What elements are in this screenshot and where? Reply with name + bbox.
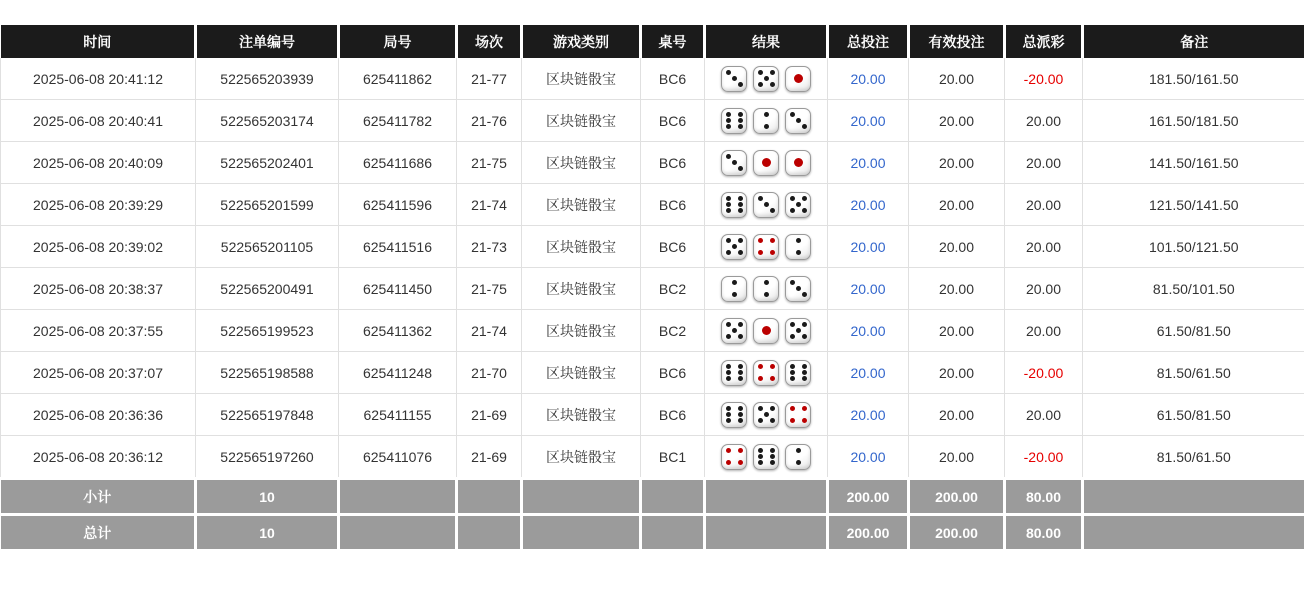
- footer-label-cell: 总计: [1, 515, 196, 550]
- table-row: [1, 394, 1304, 436]
- total-bet-link[interactable]: 20.00: [850, 155, 885, 171]
- die-icon-1: [753, 318, 779, 344]
- payout-cell: 20.00: [1005, 226, 1083, 268]
- die-icon-5: [785, 318, 811, 344]
- die-icon-4: [753, 234, 779, 260]
- valid-bet-cell: 20.00: [909, 436, 1005, 479]
- session-cell: 21-77: [457, 58, 522, 100]
- game-type-cell: 区块链骰宝: [522, 142, 641, 184]
- payout-cell: -20.00: [1005, 436, 1083, 479]
- dice-result: [705, 276, 827, 302]
- session-cell: 21-76: [457, 100, 522, 142]
- remark-cell: 61.50/81.50: [1083, 310, 1304, 352]
- total-bet-link[interactable]: 20.00: [850, 365, 885, 381]
- round-no-cell: 625411248: [339, 352, 457, 394]
- game-type-cell: 区块链骰宝: [522, 394, 641, 436]
- time-cell: 2025-06-08 20:39:29: [1, 184, 196, 226]
- valid-bet-cell: 20.00: [909, 100, 1005, 142]
- footer-count-cell: 10: [196, 515, 339, 550]
- bet-no-cell: 522565203174: [196, 100, 339, 142]
- table-row: [1, 268, 1304, 310]
- die-icon-3: [753, 192, 779, 218]
- remark-cell: 141.50/161.50: [1083, 142, 1304, 184]
- payout-cell: 20.00: [1005, 100, 1083, 142]
- table-row: [1, 226, 1304, 268]
- die-icon-6: [721, 108, 747, 134]
- col-header-time: 时间: [1, 25, 196, 58]
- bet-no-cell: 522565197260: [196, 436, 339, 479]
- col-header-table-no: 桌号: [641, 25, 705, 58]
- dice-result: [705, 360, 827, 386]
- table-footer: [1, 479, 1304, 550]
- session-cell: 21-69: [457, 436, 522, 479]
- table-no-cell: BC6: [641, 100, 705, 142]
- table-no-cell: BC2: [641, 310, 705, 352]
- payout-cell: 20.00: [1005, 268, 1083, 310]
- dice-result: [705, 192, 827, 218]
- result-cell: [705, 436, 828, 479]
- total-bet-cell: [828, 310, 909, 352]
- total-bet-cell: [828, 226, 909, 268]
- time-cell: 2025-06-08 20:36:12: [1, 436, 196, 479]
- table-header: [1, 25, 1304, 58]
- round-no-cell: 625411686: [339, 142, 457, 184]
- round-no-cell: 625411516: [339, 226, 457, 268]
- session-cell: 21-75: [457, 268, 522, 310]
- dice-result: [705, 444, 827, 470]
- footer-label-cell: 小计: [1, 479, 196, 515]
- footer-valid-bet-cell: 200.00: [909, 479, 1005, 515]
- dice-result: [705, 108, 827, 134]
- dice-result: [705, 402, 827, 428]
- footer-remark-cell: [1083, 515, 1304, 550]
- table-row: [1, 436, 1304, 479]
- round-no-cell: 625411596: [339, 184, 457, 226]
- footer-session-cell: [457, 479, 522, 515]
- subtotal-row: [1, 479, 1304, 515]
- bet-no-cell: 522565202401: [196, 142, 339, 184]
- remark-cell: 181.50/161.50: [1083, 58, 1304, 100]
- round-no-cell: 625411362: [339, 310, 457, 352]
- footer-game-type-cell: [522, 479, 641, 515]
- bet-records-table: [0, 25, 1304, 549]
- valid-bet-cell: 20.00: [909, 268, 1005, 310]
- total-bet-cell: [828, 352, 909, 394]
- session-cell: 21-69: [457, 394, 522, 436]
- payout-cell: -20.00: [1005, 58, 1083, 100]
- footer-total-bet-cell: 200.00: [828, 479, 909, 515]
- table-no-cell: BC6: [641, 142, 705, 184]
- footer-round-no-cell: [339, 515, 457, 550]
- table-row: [1, 142, 1304, 184]
- footer-result-cell: [705, 515, 828, 550]
- round-no-cell: 625411782: [339, 100, 457, 142]
- footer-valid-bet-cell: 200.00: [909, 515, 1005, 550]
- table-no-cell: BC2: [641, 268, 705, 310]
- remark-cell: 81.50/61.50: [1083, 352, 1304, 394]
- table-row: [1, 184, 1304, 226]
- valid-bet-cell: 20.00: [909, 310, 1005, 352]
- time-cell: 2025-06-08 20:41:12: [1, 58, 196, 100]
- die-icon-6: [785, 360, 811, 386]
- game-type-cell: 区块链骰宝: [522, 58, 641, 100]
- dice-result: [705, 150, 827, 176]
- die-icon-4: [721, 444, 747, 470]
- header-row: [1, 25, 1304, 58]
- col-header-bet-no: 注单编号: [196, 25, 339, 58]
- valid-bet-cell: 20.00: [909, 352, 1005, 394]
- total-bet-link[interactable]: 20.00: [850, 71, 885, 87]
- total-bet-cell: [828, 184, 909, 226]
- valid-bet-cell: 20.00: [909, 394, 1005, 436]
- footer-result-cell: [705, 479, 828, 515]
- table-no-cell: BC6: [641, 394, 705, 436]
- remark-cell: 81.50/101.50: [1083, 268, 1304, 310]
- payout-cell: 20.00: [1005, 310, 1083, 352]
- bet-no-cell: 522565197848: [196, 394, 339, 436]
- total-bet-link[interactable]: 20.00: [850, 323, 885, 339]
- result-cell: [705, 310, 828, 352]
- die-icon-2: [785, 234, 811, 260]
- die-icon-2: [785, 444, 811, 470]
- col-header-total-bet: 总投注: [828, 25, 909, 58]
- game-type-cell: 区块链骰宝: [522, 352, 641, 394]
- round-no-cell: 625411076: [339, 436, 457, 479]
- game-type-cell: 区块链骰宝: [522, 100, 641, 142]
- round-no-cell: 625411862: [339, 58, 457, 100]
- footer-payout-cell: 80.00: [1005, 515, 1083, 550]
- col-header-remark: 备注: [1083, 25, 1304, 58]
- footer-round-no-cell: [339, 479, 457, 515]
- die-icon-2: [753, 108, 779, 134]
- payout-cell: -20.00: [1005, 352, 1083, 394]
- valid-bet-cell: 20.00: [909, 142, 1005, 184]
- table-row: [1, 100, 1304, 142]
- bet-no-cell: 522565201105: [196, 226, 339, 268]
- total-bet-cell: [828, 436, 909, 479]
- die-icon-5: [721, 234, 747, 260]
- table-row: [1, 58, 1304, 100]
- total-bet-link[interactable]: 20.00: [850, 449, 885, 465]
- bet-no-cell: 522565200491: [196, 268, 339, 310]
- game-type-cell: 区块链骰宝: [522, 268, 641, 310]
- bet-no-cell: 522565198588: [196, 352, 339, 394]
- col-header-round-no: 局号: [339, 25, 457, 58]
- footer-session-cell: [457, 515, 522, 550]
- game-type-cell: 区块链骰宝: [522, 226, 641, 268]
- table-no-cell: BC1: [641, 436, 705, 479]
- col-header-game-type: 游戏类别: [522, 25, 641, 58]
- result-cell: [705, 100, 828, 142]
- footer-total-bet-cell: 200.00: [828, 515, 909, 550]
- die-icon-6: [721, 360, 747, 386]
- result-cell: [705, 226, 828, 268]
- dice-result: [705, 234, 827, 260]
- game-type-cell: 区块链骰宝: [522, 310, 641, 352]
- die-icon-2: [753, 276, 779, 302]
- die-icon-5: [721, 318, 747, 344]
- col-header-valid-bet: 有效投注: [909, 25, 1005, 58]
- die-icon-6: [721, 402, 747, 428]
- die-icon-4: [753, 360, 779, 386]
- result-cell: [705, 184, 828, 226]
- valid-bet-cell: 20.00: [909, 58, 1005, 100]
- result-cell: [705, 268, 828, 310]
- die-icon-6: [753, 444, 779, 470]
- total-bet-link[interactable]: 20.00: [850, 281, 885, 297]
- total-bet-link[interactable]: 20.00: [850, 407, 885, 423]
- payout-cell: 20.00: [1005, 184, 1083, 226]
- remark-cell: 81.50/61.50: [1083, 436, 1304, 479]
- payout-cell: 20.00: [1005, 142, 1083, 184]
- session-cell: 21-73: [457, 226, 522, 268]
- total-bet-link[interactable]: 20.00: [850, 239, 885, 255]
- dice-result: [705, 66, 827, 92]
- result-cell: [705, 394, 828, 436]
- result-cell: [705, 142, 828, 184]
- footer-game-type-cell: [522, 515, 641, 550]
- footer-table-no-cell: [641, 479, 705, 515]
- bet-no-cell: 522565199523: [196, 310, 339, 352]
- col-header-session: 场次: [457, 25, 522, 58]
- die-icon-1: [785, 66, 811, 92]
- session-cell: 21-70: [457, 352, 522, 394]
- time-cell: 2025-06-08 20:39:02: [1, 226, 196, 268]
- total-bet-cell: [828, 142, 909, 184]
- remark-cell: 121.50/141.50: [1083, 184, 1304, 226]
- die-icon-1: [785, 150, 811, 176]
- die-icon-3: [785, 276, 811, 302]
- round-no-cell: 625411155: [339, 394, 457, 436]
- die-icon-3: [721, 150, 747, 176]
- time-cell: 2025-06-08 20:40:41: [1, 100, 196, 142]
- total-bet-link[interactable]: 20.00: [850, 197, 885, 213]
- die-icon-5: [753, 402, 779, 428]
- time-cell: 2025-06-08 20:37:55: [1, 310, 196, 352]
- time-cell: 2025-06-08 20:36:36: [1, 394, 196, 436]
- die-icon-3: [721, 66, 747, 92]
- remark-cell: 161.50/181.50: [1083, 100, 1304, 142]
- valid-bet-cell: 20.00: [909, 226, 1005, 268]
- die-icon-3: [785, 108, 811, 134]
- session-cell: 21-74: [457, 184, 522, 226]
- table-no-cell: BC6: [641, 184, 705, 226]
- time-cell: 2025-06-08 20:37:07: [1, 352, 196, 394]
- table-no-cell: BC6: [641, 352, 705, 394]
- result-cell: [705, 352, 828, 394]
- bet-no-cell: 522565203939: [196, 58, 339, 100]
- total-bet-cell: [828, 394, 909, 436]
- total-bet-cell: [828, 268, 909, 310]
- session-cell: 21-75: [457, 142, 522, 184]
- game-type-cell: 区块链骰宝: [522, 184, 641, 226]
- footer-table-no-cell: [641, 515, 705, 550]
- footer-payout-cell: 80.00: [1005, 479, 1083, 515]
- die-icon-6: [721, 192, 747, 218]
- remark-cell: 61.50/81.50: [1083, 394, 1304, 436]
- die-icon-4: [785, 402, 811, 428]
- die-icon-2: [721, 276, 747, 302]
- total-bet-link[interactable]: 20.00: [850, 113, 885, 129]
- valid-bet-cell: 20.00: [909, 184, 1005, 226]
- table-row: [1, 352, 1304, 394]
- table-no-cell: BC6: [641, 226, 705, 268]
- table-row: [1, 310, 1304, 352]
- die-icon-5: [785, 192, 811, 218]
- dice-result: [705, 318, 827, 344]
- grandtotal-row: [1, 515, 1304, 550]
- table-no-cell: BC6: [641, 58, 705, 100]
- result-cell: [705, 58, 828, 100]
- total-bet-cell: [828, 58, 909, 100]
- footer-remark-cell: [1083, 479, 1304, 515]
- die-icon-1: [753, 150, 779, 176]
- die-icon-5: [753, 66, 779, 92]
- col-header-result: 结果: [705, 25, 828, 58]
- payout-cell: 20.00: [1005, 394, 1083, 436]
- round-no-cell: 625411450: [339, 268, 457, 310]
- total-bet-cell: [828, 100, 909, 142]
- remark-cell: 101.50/121.50: [1083, 226, 1304, 268]
- time-cell: 2025-06-08 20:38:37: [1, 268, 196, 310]
- footer-count-cell: 10: [196, 479, 339, 515]
- time-cell: 2025-06-08 20:40:09: [1, 142, 196, 184]
- col-header-payout: 总派彩: [1005, 25, 1083, 58]
- table-body: [1, 58, 1304, 479]
- bet-no-cell: 522565201599: [196, 184, 339, 226]
- session-cell: 21-74: [457, 310, 522, 352]
- game-type-cell: 区块链骰宝: [522, 436, 641, 479]
